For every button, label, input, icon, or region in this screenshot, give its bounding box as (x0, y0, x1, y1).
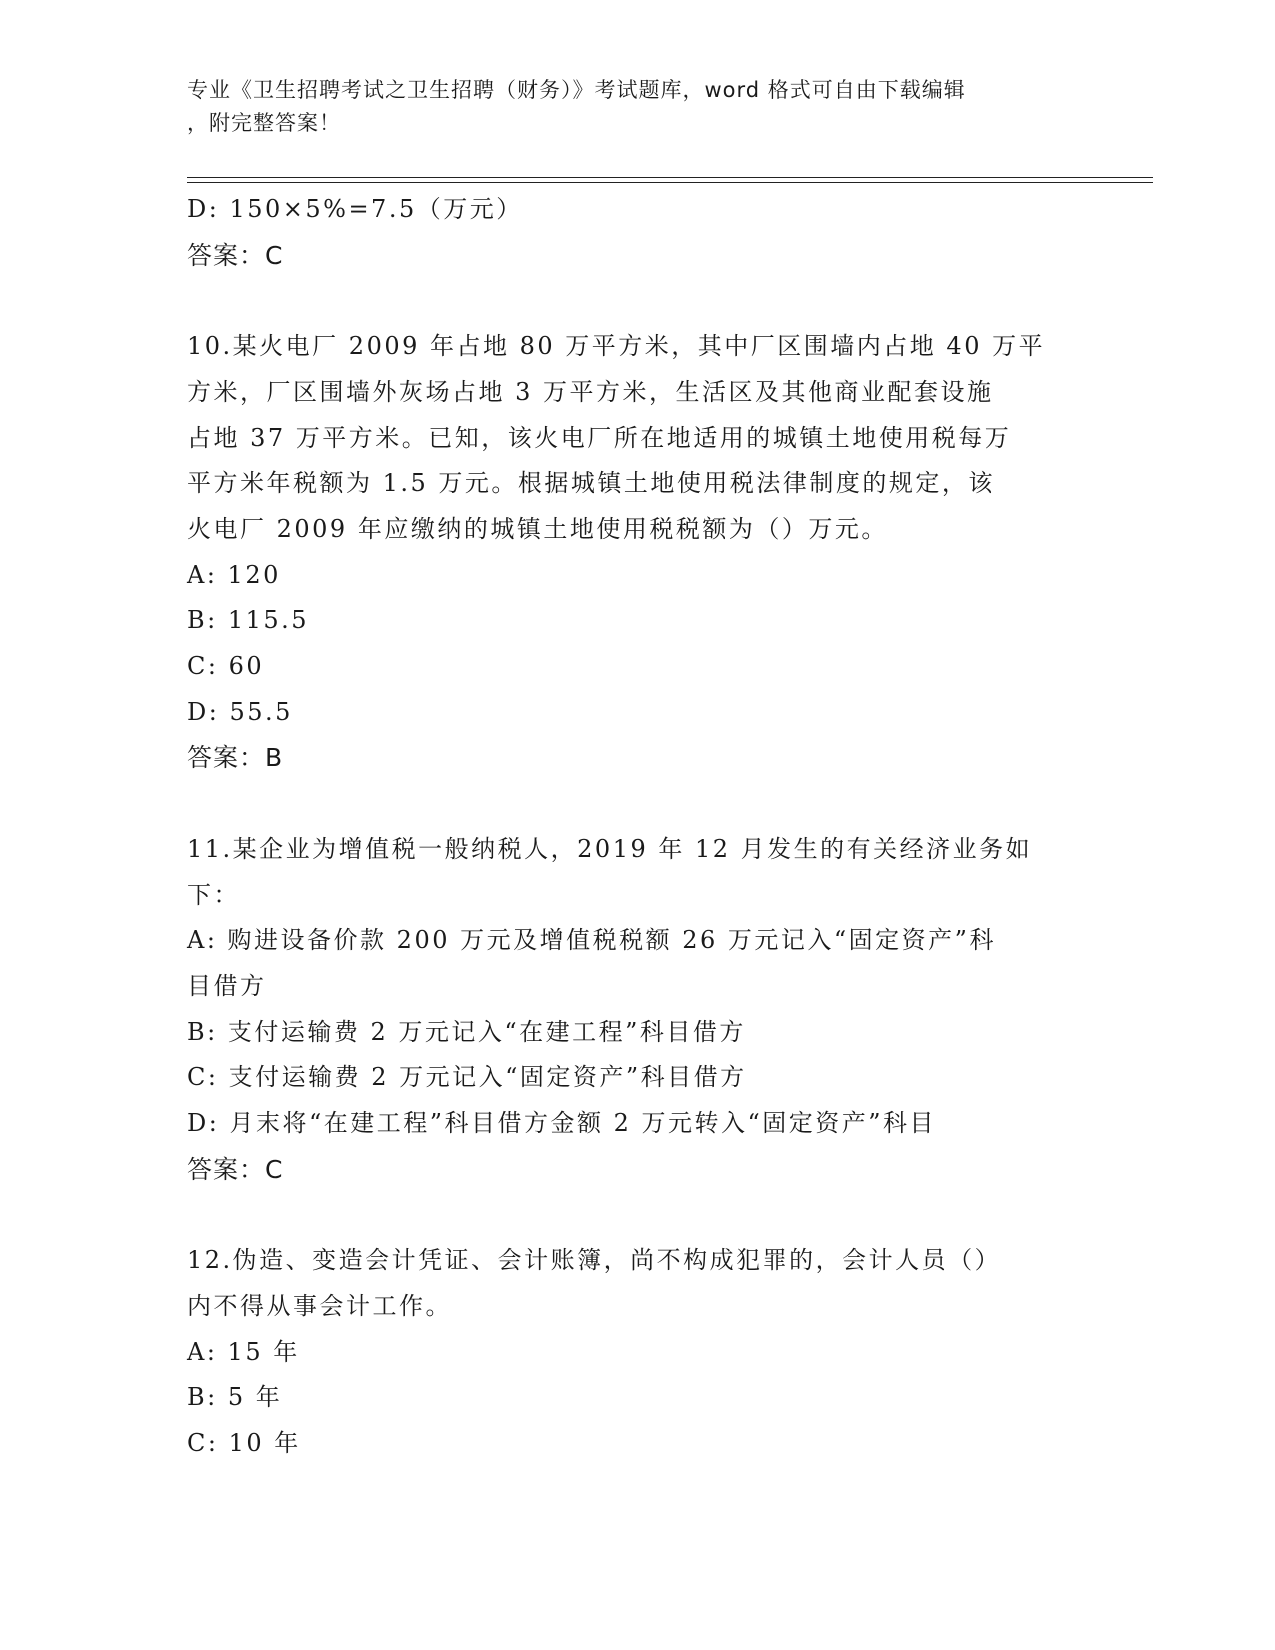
option-a-continued: 目借方 (187, 971, 267, 1000)
question-11 (187, 827, 1077, 1193)
page-header (187, 74, 1067, 140)
option-d: D: 150×5%=7.5（万元） (187, 195, 523, 223)
answer: 答案：B (187, 743, 284, 773)
question-text-line: 火电厂 2009 年应缴纳的城镇土地使用税税额为（）万元。 (187, 514, 888, 543)
header-line-2: ，附完整答案！ (187, 111, 341, 135)
option-d: D: 月末将“在建工程”科目借方金额 2 万元转入“固定资产”科目 (187, 1109, 937, 1138)
question-text-line: 方米，厂区围墙外灰场占地 3 万平方米，生活区及其他商业配套设施 (187, 377, 994, 406)
spacer (187, 781, 1077, 827)
spacer (187, 1192, 1077, 1238)
question-text-line: 平方米年税额为 1.5 万元。根据城镇土地使用税法律制度的规定，该 (187, 469, 995, 498)
answer: 答案：C (187, 1154, 284, 1184)
header-divider-bottom (187, 182, 1153, 183)
answer: 答案：C (187, 240, 284, 270)
option-b: B: 支付运输费 2 万元记入“在建工程”科目借方 (187, 1017, 746, 1046)
option-b: B: 115.5 (187, 606, 310, 635)
option-c: C: 10 年 (187, 1428, 301, 1457)
question-text-line: 12.伪造、变造会计凭证、会计账簿，尚不构成犯罪的，会计人员（） (187, 1246, 1002, 1275)
header-line-1: 专业《卫生招聘考试之卫生招聘（财务）》考试题库，word 格式可自由下载编辑 (187, 78, 966, 102)
option-a: A: 15 年 (187, 1337, 300, 1366)
question-text-line: 占地 37 万平方米。已知，该火电厂所在地适用的城镇土地使用税每万 (187, 423, 1012, 452)
header-divider-top (187, 177, 1153, 178)
option-c: C: 支付运输费 2 万元记入“固定资产”科目借方 (187, 1063, 747, 1092)
option-b: B: 5 年 (187, 1383, 283, 1412)
question-10 (187, 324, 1077, 781)
option-d: D: 55.5 (187, 697, 293, 726)
question-12 (187, 1238, 1077, 1467)
spacer (187, 278, 1077, 324)
option-a: A: 购进设备价款 200 万元及增值税税额 26 万元记入“固定资产”科 (187, 926, 996, 955)
question-text-line: 11.某企业为增值税一般纳税人，2019 年 12 月发生的有关经济业务如 (187, 834, 1033, 863)
question-text-line: 下： (187, 880, 240, 909)
document-body (187, 187, 1077, 1467)
option-a: A: 120 (187, 560, 281, 589)
question-text-line: 内不得从事会计工作。 (187, 1291, 452, 1320)
question-text-line: 10.某火电厂 2009 年占地 80 万平方米，其中厂区围墙内占地 40 万平 (187, 332, 1046, 361)
option-c: C: 60 (187, 652, 265, 681)
